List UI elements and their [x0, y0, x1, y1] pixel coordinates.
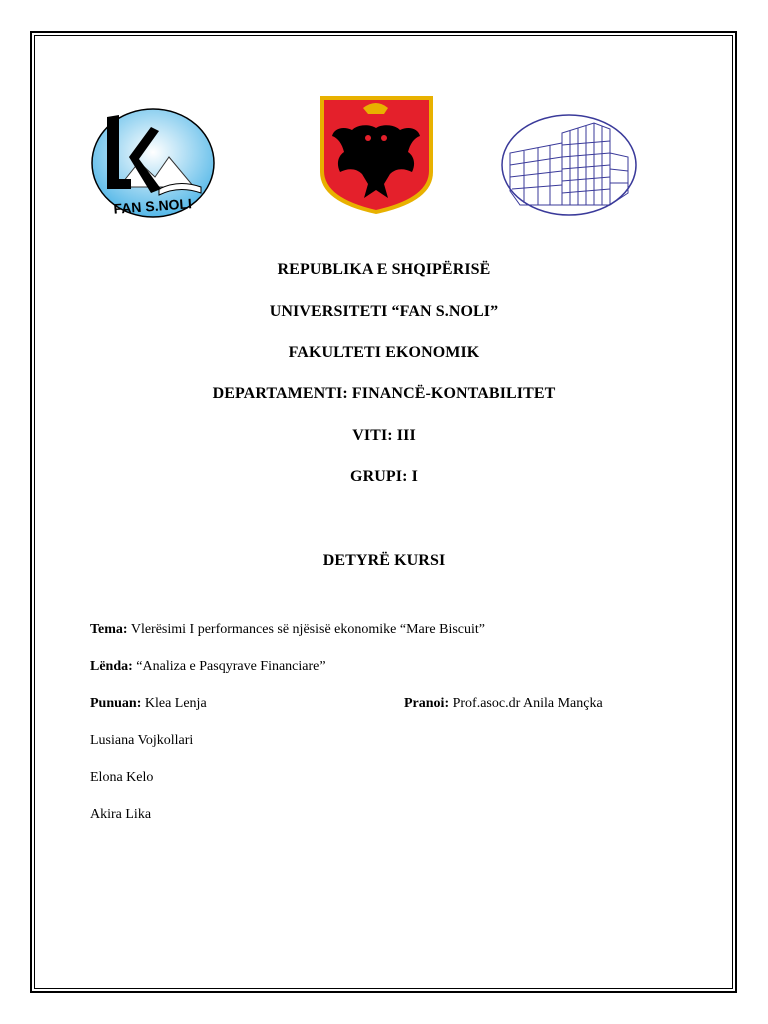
pranoi-label: Pranoi: — [404, 696, 450, 711]
faculty-building-icon — [500, 113, 638, 218]
pranoi-line — [404, 696, 603, 712]
university-fan-s-noli-logo — [89, 107, 217, 219]
punuan-label: Punuan: — [90, 696, 142, 711]
member-name: Akira Lika — [90, 807, 152, 822]
republic-heading: REPUBLIKA E SHQIPËRISË — [277, 261, 491, 278]
year-heading: VITI: III — [352, 427, 416, 444]
tema-line — [90, 622, 485, 638]
lenda-value: “Analiza e Pasqyrave Financiare” — [132, 659, 326, 674]
punuan-first-member: Klea Lenja — [141, 696, 207, 711]
member-name: Lusiana Vojkollari — [90, 733, 194, 748]
lenda-label: Lënda: — [90, 659, 133, 674]
punuan-line — [90, 696, 207, 712]
tema-value: Vlerësimi I performances së njësisë ekonomike “Mare Biscuit” — [127, 622, 485, 637]
university-heading: UNIVERSITETI “FAN S.NOLI” — [269, 303, 499, 320]
document-type-title: DETYRË KURSI — [322, 552, 446, 569]
group-heading: GRUPI: I — [350, 468, 418, 485]
department-heading: DEPARTAMENTI: FINANCË-KONTABILITET — [212, 385, 556, 402]
university-logo-text: FAN S.NOLI — [112, 195, 193, 217]
faculty-heading: FAKULTETI EKONOMIK — [288, 344, 480, 361]
albanian-coat-of-arms-icon — [318, 94, 435, 216]
lenda-line — [90, 659, 326, 675]
pranoi-value: Prof.asoc.dr Anila Mançka — [449, 696, 603, 711]
member-name: Elona Kelo — [90, 770, 154, 785]
tema-label: Tema: — [90, 622, 128, 637]
